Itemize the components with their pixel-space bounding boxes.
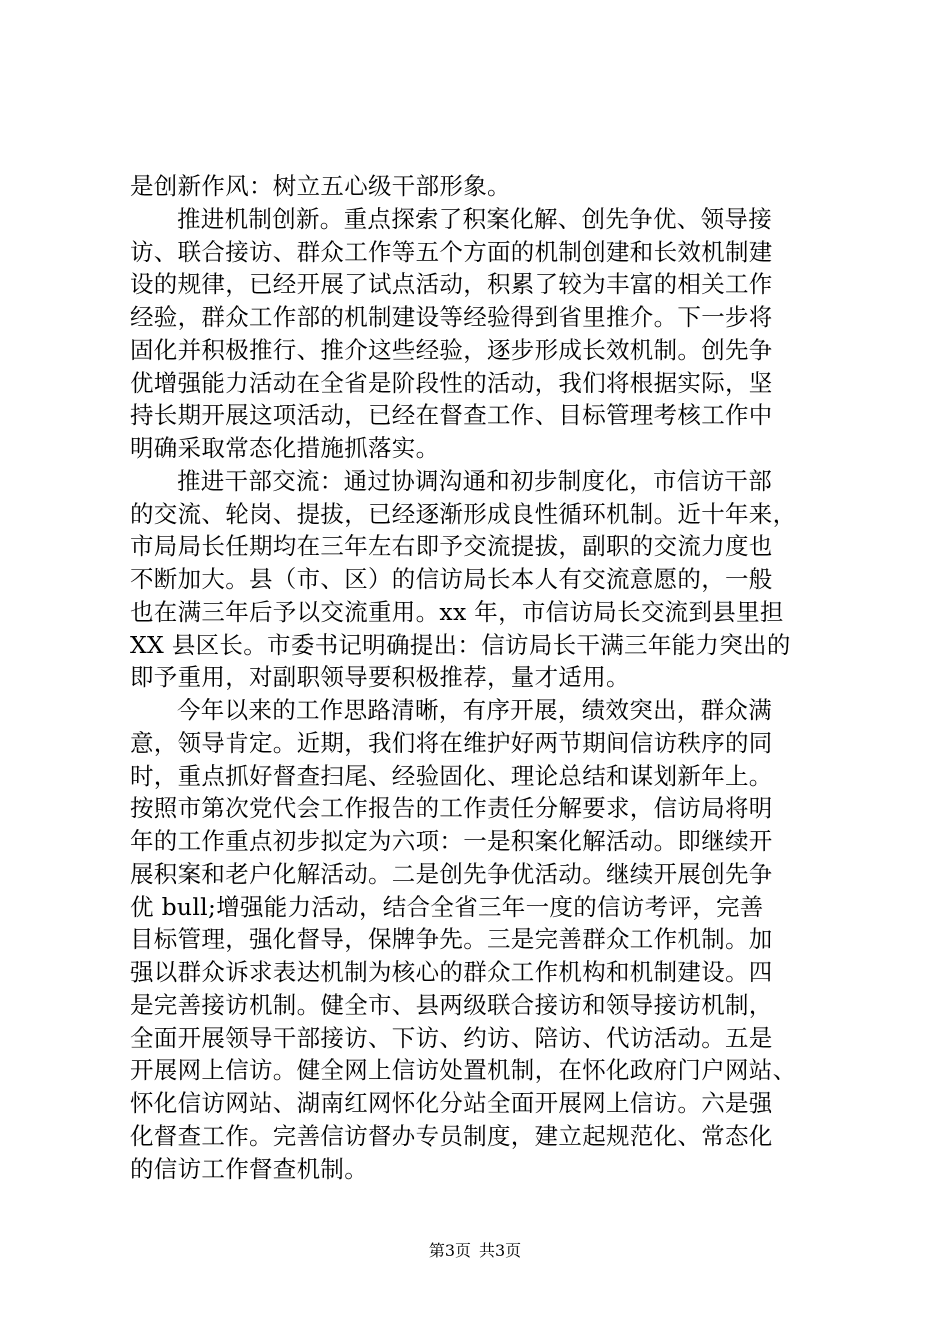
text-line: 即予重用，对副职领导要积极推荐，量才适用。 [130, 663, 630, 692]
text-line: 的信访工作督查机制。 [130, 1154, 368, 1183]
text-line: XX 县区长。市委书记明确提出：信访局长干满三年能力突出的 [130, 630, 791, 659]
document-body [130, 170, 830, 1185]
text-line: 不断加大。县（市、区）的信访局长本人有交流意愿的，一般 [130, 565, 773, 593]
text-line: 化督查工作。完善信访督办专员制度，建立起规范化、常态化 [130, 1121, 773, 1150]
text-line: 固化并积极推行、推介这些经验，逐步形成长效机制。创先争 [130, 335, 773, 364]
text-line: 推进机制创新。重点探索了积案化解、创先争优、领导接 [177, 204, 772, 233]
text-line: 按照市第次党代会工作报告的工作责任分解要求，信访局将明 [130, 794, 773, 823]
text-line: 意，领导肯定。近期，我们将在维护好两节期间信访秩序的同 [130, 728, 773, 757]
page-footer [0, 1240, 950, 1262]
text-line: 经验，群众工作部的机制建设等经验得到省里推介。下一步将 [130, 303, 773, 331]
text-line: 优 bull;增强能力活动，结合全省三年一度的信访考评，完善 [130, 892, 764, 921]
text-line: 的交流、轮岗、提拔，已经逐渐形成良性循环机制。近十年来， [130, 499, 797, 528]
text-line: 全面开展领导干部接访、下访、约访、陪访、代访活动。五是 [130, 1023, 773, 1052]
text-line: 市局局长任期均在三年左右即予交流提拔，副职的交流力度也 [130, 532, 773, 561]
text-line: 推进干部交流：通过协调沟通和初步制度化，市信访干部 [177, 466, 772, 495]
text-line: 是创新作风：树立五心级干部形象。 [130, 172, 511, 200]
text-line: 也在满三年后予以交流重用。xx 年，市信访局长交流到县里担 [130, 597, 784, 626]
text-line: 目标管理，强化督导，保牌争先。三是完善群众工作机制。加 [130, 925, 773, 954]
text-line: 开展网上信访。健全网上信访处置机制，在怀化政府门户网站、 [130, 1056, 797, 1085]
text-line: 怀化信访网站、湖南红网怀化分站全面开展网上信访。六是强 [130, 1089, 773, 1117]
text-line: 今年以来的工作思路清晰，有序开展，绩效突出，群众满 [177, 696, 772, 724]
text-line: 优增强能力活动在全省是阶段性的活动，我们将根据实际，坚 [130, 368, 773, 397]
page-number: 第3页 [428, 1241, 471, 1260]
text-line: 明确采取常态化措施抓落实。 [130, 434, 440, 462]
text-line: 持长期开展这项活动，已经在督查工作、目标管理考核工作中 [130, 401, 773, 430]
text-line: 年的工作重点初步拟定为六项：一是积案化解活动。即继续开 [130, 827, 773, 855]
page-total: 共3页 [479, 1241, 522, 1260]
text-line: 强以群众诉求表达机制为核心的群众工作机构和机制建设。四 [130, 958, 773, 986]
text-line: 是完善接访机制。健全市、县两级联合接访和领导接访机制， [130, 990, 773, 1019]
text-line: 时，重点抓好督查扫尾、经验固化、理论总结和谋划新年上。 [130, 761, 773, 790]
text-line: 访、联合接访、群众工作等五个方面的机制创建和长效机制建 [130, 237, 773, 266]
text-line: 展积案和老户化解活动。二是创先争优活动。继续开展创先争 [130, 859, 773, 888]
text-line: 设的规律，已经开展了试点活动，积累了较为丰富的相关工作 [130, 270, 773, 299]
